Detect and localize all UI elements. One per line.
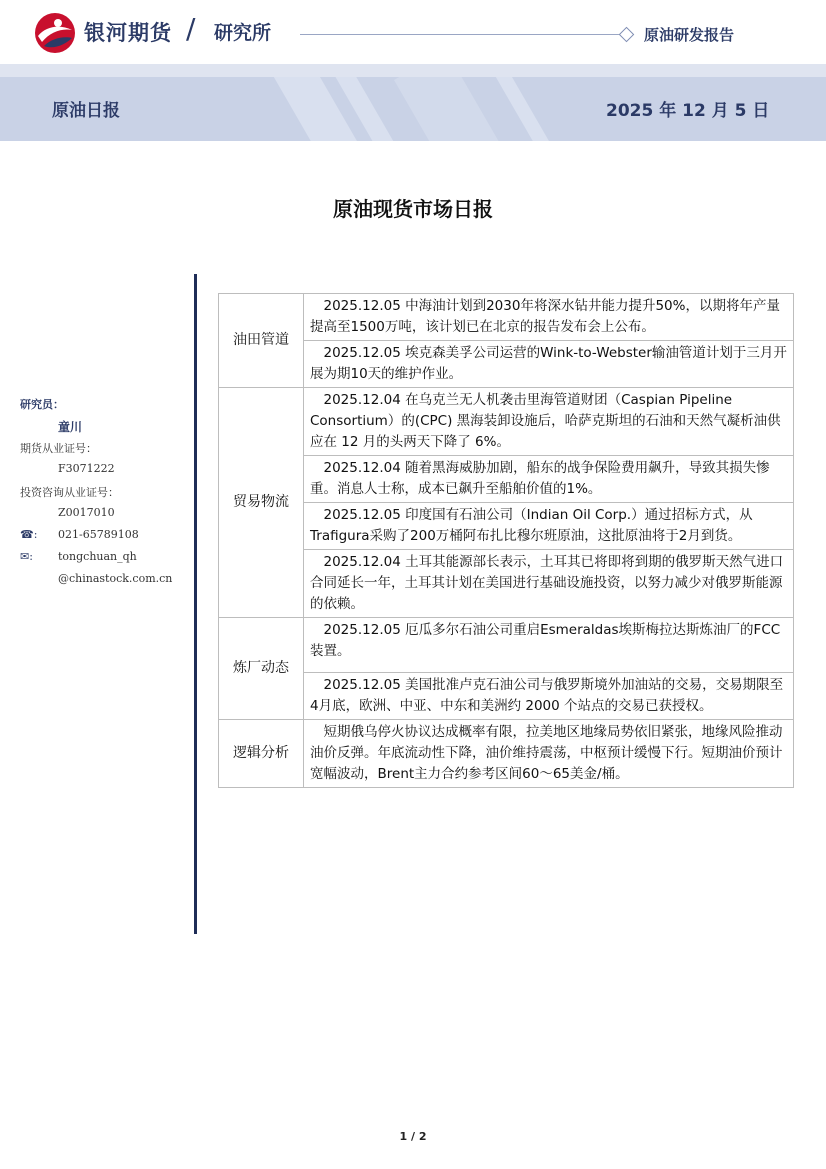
- news-item: 2025.12.05 中海油计划到2030年将深水钻井能力提升50%，以期将年产量提高至1500万吨，该计划已在北京的报告发布会上公布。: [304, 294, 794, 341]
- header-band-light: [0, 64, 826, 77]
- header-divider: /: [186, 12, 196, 45]
- table-row: [219, 294, 794, 341]
- news-item: 2025.12.05 美国批准卢克石油公司与俄罗斯境外加油站的交易，交易期限至4月底，欧洲、中亚、中东和美洲约 2000 个站点的交易已获授权。: [304, 673, 794, 720]
- table-row: [219, 456, 794, 503]
- header-rule: [300, 34, 622, 35]
- report-name: 原油日报: [52, 101, 120, 121]
- category-cell: 逻辑分析: [219, 720, 304, 788]
- table-row: [219, 388, 794, 456]
- page-header: [0, 0, 826, 64]
- category-cell: 贸易物流: [219, 388, 304, 618]
- report-type: 原油研发报告: [644, 26, 735, 44]
- phone-number: 021-65789108: [58, 528, 139, 541]
- researcher-label: 研究员：: [20, 398, 64, 411]
- table-row: [219, 341, 794, 388]
- table-row: [219, 550, 794, 618]
- analysis-text: 短期俄乌停火协议达成概率有限，拉美地区地缘局势依旧紧张，地缘风险推动油价反弹。年底流动性下降，油价维持震荡，中枢预计缓慢下行。短期油价预计宽幅波动，Brent主力合约参考区间60～65美金/桶。: [304, 720, 794, 788]
- institute-name: 研究所: [214, 22, 272, 44]
- futures-cert-label: 期货从业证号：: [20, 442, 97, 455]
- phone-icon: ☎:: [20, 528, 38, 541]
- category-cell: 炼厂动态: [219, 618, 304, 720]
- diamond-icon: [619, 27, 635, 43]
- table-row: [219, 673, 794, 720]
- researcher-name: 童川: [58, 420, 83, 434]
- news-item: 2025.12.05 印度国有石油公司（Indian Oil Corp.）通过招标方式，从Trafigura采购了200万桶阿布扎比穆尔班原油，这批原油将于2月到货。: [304, 503, 794, 550]
- report-date: 2025 年 12 月 5 日: [606, 101, 770, 121]
- page-number: 1 / 2: [399, 1130, 427, 1143]
- advisory-cert-label: 投资咨询从业证号：: [20, 486, 119, 499]
- page-title: 原油现货市场日报: [333, 197, 493, 221]
- table-row: [219, 618, 794, 673]
- advisory-cert-value: Z0017010: [58, 506, 115, 519]
- news-item: 2025.12.04 随着黑海威胁加剧，船东的战争保险费用飙升，导致其损失惨重。消息人士称，成本已飙升至船舶价值的1%。: [304, 456, 794, 503]
- table-row: [219, 503, 794, 550]
- news-item: 2025.12.04 土耳其能源部长表示，土耳其已将即将到期的俄罗斯天然气进口合同延长一年，土耳其计划在美国进行基础设施投资，以努力减少对俄罗斯能源的依赖。: [304, 550, 794, 618]
- category-cell: 油田管道: [219, 294, 304, 388]
- table-row: [219, 720, 794, 788]
- email-icon: ✉:: [20, 550, 33, 563]
- email-line-2[interactable]: @chinastock.com.cn: [58, 572, 173, 585]
- news-table: [218, 293, 794, 788]
- news-item: 2025.12.04 在乌克兰无人机袭击里海管道财团（Caspian Pipeline Consortium）的(CPC) 黑海装卸设施后，哈萨克斯坦的石油和天然气凝析油供应在 12 月的头两天下降了 6%。: [304, 388, 794, 456]
- sidebar-divider: [194, 274, 197, 934]
- email-line-1[interactable]: tongchuan_qh: [58, 550, 137, 563]
- futures-cert-value: F3071222: [58, 462, 115, 475]
- news-item: 2025.12.05 埃克森美孚公司运营的Wink-to-Webster输油管道计划于三月开展为期10天的维护作业。: [304, 341, 794, 388]
- galaxy-futures-logo-icon: [34, 12, 76, 54]
- brand-name: 银河期货: [84, 21, 172, 45]
- news-item: 2025.12.05 厄瓜多尔石油公司重启Esmeraldas埃斯梅拉达斯炼油厂的FCC装置。: [304, 618, 794, 673]
